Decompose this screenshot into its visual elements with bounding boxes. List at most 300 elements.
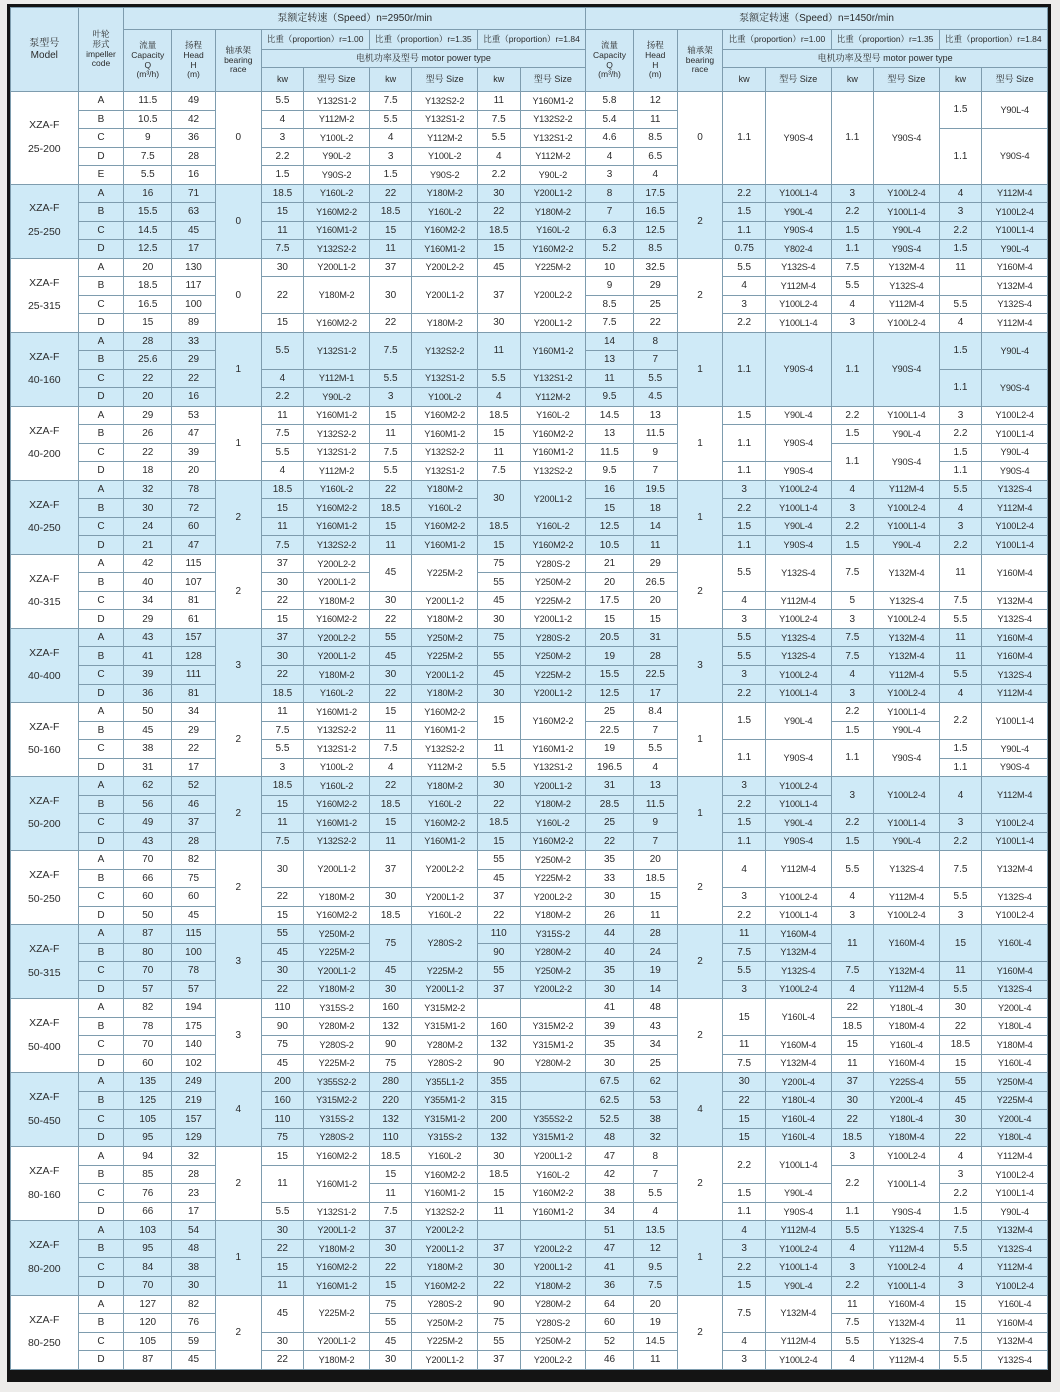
cell-kw: 1.5 [939,1202,982,1221]
cell-head: 9.5 [633,1258,677,1277]
cell-motor-size: Y180L-4 [766,1091,832,1110]
cell-kw: 200 [261,1073,304,1092]
cell-motor-size: Y180M-2 [412,777,478,796]
cell-motor-size: Y100L2-4 [982,1277,1048,1296]
cell-capacity: 127 [124,1295,172,1314]
cell-kw: 4 [831,980,874,999]
cell-motor-size: Y132M-4 [982,591,1048,610]
cell-capacity: 40 [586,943,634,962]
cell-motor-size: Y132S2-2 [412,443,478,462]
cell-motor-size: Y90L-4 [982,1202,1048,1221]
cell-kw: 7.5 [369,1202,412,1221]
cell-capacity: 14.5 [586,406,634,425]
cell-kw: 11 [369,721,412,740]
cell-head: 29 [633,277,677,296]
cell-motor-size: Y100L2-4 [874,610,940,629]
cell-kw: 22 [261,277,304,314]
cell-impeller-code: D [78,684,124,703]
cell-capacity: 10.5 [586,536,634,555]
cell-impeller-code: D [78,610,124,629]
cell-motor-size: Y225M-2 [412,554,478,591]
cell-kw: 45 [369,962,412,981]
cell-motor-size: Y160L-4 [982,1054,1048,1073]
cell-motor-size: Y160M1-2 [520,740,586,759]
cell-motor-size: Y280M-2 [304,1017,370,1036]
cell-motor-size: Y112M-4 [982,314,1048,333]
cell-kw: 2.2 [723,795,766,814]
cell-kw: 30 [261,258,304,277]
header-proportion-2: 比重（proportion）r=1.84 [477,30,585,50]
header-kw: kw [477,68,520,92]
cell-impeller-code: B [78,1314,124,1333]
cell-kw: 11 [261,1165,304,1202]
cell-head: 19 [633,962,677,981]
cell-bearing: 1 [677,1221,723,1295]
cell-kw: 75 [369,925,412,962]
cell-motor-size: Y355M1-2 [412,1091,478,1110]
cell-kw: 2.2 [939,703,982,740]
cell-impeller-code: A [78,1295,124,1314]
cell-kw: 3 [723,777,766,796]
cell-motor-size: Y160M1-2 [520,1202,586,1221]
cell-capacity: 15 [124,314,172,333]
cell-head: 11 [633,536,677,555]
cell-motor-size: Y90S-4 [874,740,940,777]
cell-kw: 1.1 [831,92,874,185]
cell-head: 100 [172,943,216,962]
cell-kw: 30 [261,851,304,888]
cell-head: 60 [172,517,216,536]
cell-motor-size: Y225M-2 [304,1295,370,1332]
cell-motor-size: Y132S2-2 [412,740,478,759]
cell-motor-size: Y90S-4 [766,740,832,777]
cell-impeller-code: D [78,1054,124,1073]
cell-kw: 15 [261,610,304,629]
cell-kw: 4 [831,888,874,907]
cell-kw: 45 [477,869,520,888]
cell-motor-size: Y160M1-2 [520,92,586,111]
cell-bearing: 0 [677,92,723,185]
cell-impeller-code: D [78,147,124,166]
cell-kw: 75 [369,1054,412,1073]
cell-motor-size: Y132S1-2 [412,369,478,388]
cell-kw: 1.1 [831,1202,874,1221]
cell-kw: 15 [477,703,520,740]
cell-kw: 15 [939,1054,982,1073]
cell-motor-size: Y112M-4 [982,1258,1048,1277]
cell-kw: 2.2 [261,147,304,166]
cell-kw: 22 [723,1091,766,1110]
cell-kw: 55 [477,647,520,666]
cell-motor-size: Y132S2-2 [304,240,370,259]
cell-head: 33 [172,332,216,351]
cell-kw: 55 [939,1073,982,1092]
cell-motor-size: Y100L1-4 [982,832,1048,851]
cell-impeller-code: C [78,1332,124,1351]
cell-head: 71 [172,184,216,203]
cell-kw: 75 [477,1314,520,1333]
cell-motor-size: Y90S-4 [874,92,940,185]
cell-motor-size: Y90L-4 [766,1277,832,1296]
cell-motor-size: Y132S-4 [874,1221,940,1240]
cell-impeller-code: C [78,443,124,462]
cell-kw: 110 [261,999,304,1018]
cell-motor-size: Y160M1-2 [304,221,370,240]
cell-capacity: 94 [124,1147,172,1166]
cell-motor-size: Y100L2-4 [874,777,940,814]
cell-kw: 11 [831,925,874,962]
cell-motor-size: Y160M1-2 [412,536,478,555]
cell-motor-size: Y280S-2 [412,925,478,962]
cell-kw: 3 [939,1277,982,1296]
cell-head: 19.5 [633,480,677,499]
cell-motor-size: Y100L2-4 [766,480,832,499]
cell-bearing: 1 [677,703,723,777]
cell-capacity: 8 [586,184,634,203]
cell-motor-size: Y160M2-2 [412,1165,478,1184]
cell-capacity: 35 [586,851,634,870]
cell-kw: 2.2 [723,1147,766,1184]
cell-motor-size: Y160M1-2 [412,1184,478,1203]
cell-motor-size: Y225M-2 [520,869,586,888]
cell-kw: 2.2 [831,517,874,536]
cell-motor-size: Y280S-2 [412,1054,478,1073]
header-kw: kw [723,68,766,92]
cell-kw: 15 [369,1165,412,1184]
cell-motor-size: Y100L2-4 [874,184,940,203]
cell-impeller-code: C [78,1184,124,1203]
cell-motor-size: Y90L-4 [766,814,832,833]
cell-motor-size: Y90L-4 [874,425,940,444]
cell-head: 17 [172,240,216,259]
cell-impeller-code: C [78,1110,124,1129]
cell-motor-size: Y112M-4 [766,1332,832,1351]
header-capacity: 流量 Capacity Q (m³/h) [586,30,634,92]
cell-capacity: 47 [586,1147,634,1166]
cell-capacity: 66 [124,869,172,888]
cell-capacity: 70 [124,1277,172,1296]
cell-kw: 18.5 [369,1147,412,1166]
cell-motor-size: Y200L1-2 [520,314,586,333]
cell-kw: 55 [477,573,520,592]
cell-motor-size: Y200L1-2 [520,610,586,629]
cell-motor-size: Y100L2-4 [982,906,1048,925]
cell-head: 78 [172,480,216,499]
cell-motor-size: Y355S2-2 [304,1073,370,1092]
header-motor-power-type: 电机功率及型号 motor power type [723,50,1048,68]
cell-capacity: 50 [124,703,172,722]
cell-head: 46 [172,795,216,814]
cell-impeller-code: C [78,295,124,314]
cell-kw: 30 [369,1239,412,1258]
cell-motor-size: Y225M-2 [520,258,586,277]
cell-motor-size: Y112M-4 [766,1221,832,1240]
cell-motor-size: Y180M-2 [412,684,478,703]
cell-kw: 4 [831,295,874,314]
cell-capacity: 105 [124,1110,172,1129]
cell-impeller-code: B [78,351,124,370]
cell-motor-size: Y132S2-2 [304,425,370,444]
cell-motor-size: Y112M-4 [982,684,1048,703]
cell-kw: 15 [477,832,520,851]
cell-kw: 11 [369,425,412,444]
cell-kw: 7.5 [831,258,874,277]
cell-kw: 45 [369,1332,412,1351]
cell-kw: 4 [477,147,520,166]
cell-motor-size: Y160L-4 [766,1128,832,1147]
cell-capacity: 41 [586,1258,634,1277]
cell-kw: 15 [477,240,520,259]
cell-kw: 30 [939,999,982,1018]
cell-head: 4 [633,758,677,777]
cell-kw: 22 [477,906,520,925]
cell-kw: 15 [477,425,520,444]
cell-head: 81 [172,684,216,703]
cell-motor-size: Y132S-4 [766,554,832,591]
cell-kw: 1.1 [723,221,766,240]
cell-motor-size: Y100L-2 [412,388,478,407]
cell-motor-size: Y160M2-2 [520,703,586,740]
cell-capacity: 80 [124,943,172,962]
cell-model: XZA-F 25-200 [11,92,79,185]
cell-kw: 3 [831,314,874,333]
cell-head: 29 [172,721,216,740]
cell-kw: 15 [261,1258,304,1277]
header-size: 型号 Size [982,68,1048,92]
cell-kw [939,277,982,296]
cell-motor-size: Y200L2-2 [520,888,586,907]
cell-motor-size: Y100L2-4 [982,517,1048,536]
cell-motor-size: Y160M2-2 [412,406,478,425]
cell-motor-size: Y160L-2 [304,184,370,203]
cell-kw: 4 [939,314,982,333]
cell-motor-size: Y100L2-4 [874,314,940,333]
cell-kw: 22 [369,777,412,796]
cell-motor-size: Y132S2-2 [412,332,478,369]
cell-bearing: 3 [215,999,261,1073]
cell-kw: 5.5 [261,1202,304,1221]
cell-motor-size: Y280S-2 [304,1036,370,1055]
cell-capacity: 22 [124,443,172,462]
cell-kw: 5 [831,591,874,610]
cell-motor-size: Y112M-4 [982,499,1048,518]
cell-model: XZA-F 50-160 [11,703,79,777]
cell-motor-size: Y200L2-2 [520,1351,586,1370]
cell-head: 18 [633,499,677,518]
cell-motor-size: Y180M-2 [304,980,370,999]
cell-motor-size: Y132S1-2 [304,740,370,759]
cell-motor-size: Y90S-4 [766,1202,832,1221]
cell-motor-size: Y160L-4 [766,1110,832,1129]
cell-capacity: 87 [124,925,172,944]
cell-kw: 5.5 [939,665,982,684]
cell-motor-size: Y180L-4 [874,1110,940,1129]
cell-kw: 5.5 [369,369,412,388]
cell-motor-size: Y160L-2 [412,203,478,222]
cell-impeller-code: D [78,1351,124,1370]
cell-motor-size: Y280S-2 [520,628,586,647]
cell-motor-size: Y100L1-4 [874,406,940,425]
cell-motor-size: Y160M2-2 [304,795,370,814]
cell-kw: 2.2 [723,184,766,203]
cell-kw: 1.1 [723,1202,766,1221]
cell-kw: 4 [369,129,412,148]
cell-motor-size: Y315S-2 [304,1110,370,1129]
cell-kw: 11 [369,1184,412,1203]
cell-motor-size: Y100L2-4 [766,980,832,999]
cell-head: 54 [172,1221,216,1240]
cell-kw: 1.1 [831,332,874,406]
cell-head: 111 [172,665,216,684]
cell-head: 100 [172,295,216,314]
cell-motor-size: Y160L-2 [412,906,478,925]
cell-kw: 15 [369,517,412,536]
cell-impeller-code: A [78,92,124,111]
cell-motor-size: Y100L2-4 [766,665,832,684]
cell-motor-size: Y180M-2 [412,610,478,629]
cell-motor-size: Y132M-4 [874,258,940,277]
cell-capacity: 19 [586,647,634,666]
cell-motor-size: Y90S-4 [766,462,832,481]
cell-motor-size: Y280S-2 [520,1314,586,1333]
cell-impeller-code: C [78,369,124,388]
cell-kw: 132 [477,1128,520,1147]
cell-impeller-code: C [78,962,124,981]
cell-motor-size: Y200L2-2 [520,1239,586,1258]
cell-capacity: 25 [586,703,634,722]
cell-kw: 11 [477,740,520,759]
cell-capacity: 60 [586,1314,634,1333]
cell-kw: 5.5 [939,610,982,629]
cell-head: 82 [172,851,216,870]
cell-model: XZA-F 50-400 [11,999,79,1073]
cell-bearing: 2 [677,554,723,628]
cell-motor-size: Y180M-2 [412,480,478,499]
cell-head: 75 [172,869,216,888]
cell-bearing: 1 [215,1221,261,1295]
cell-motor-size: Y160M1-2 [412,721,478,740]
cell-impeller-code: B [78,721,124,740]
cell-head: 31 [633,628,677,647]
cell-impeller-code: D [78,240,124,259]
header-head: 扬程 Head H (m) [633,30,677,92]
cell-kw: 3 [831,777,874,814]
cell-motor-size: Y315S-2 [520,925,586,944]
cell-capacity: 38 [586,1184,634,1203]
cell-motor-size: Y90S-2 [412,166,478,185]
cell-motor-size: Y132M-4 [982,851,1048,888]
cell-kw: 1.1 [723,425,766,462]
cell-motor-size: Y100L1-4 [874,1277,940,1296]
cell-motor-size: Y160M2-2 [520,425,586,444]
cell-impeller-code: B [78,1239,124,1258]
cell-motor-size: Y280M-2 [412,1036,478,1055]
cell-motor-size: Y100L1-4 [874,1165,940,1202]
cell-kw: 30 [369,665,412,684]
cell-head: 11.5 [633,795,677,814]
cell-capacity: 87 [124,1351,172,1370]
cell-impeller-code: C [78,517,124,536]
cell-kw: 18.5 [369,906,412,925]
cell-motor-size: Y132S1-2 [304,1202,370,1221]
cell-kw: 2.2 [939,1184,982,1203]
cell-kw: 1.1 [939,758,982,777]
cell-kw: 11 [939,1314,982,1333]
cell-motor-size: Y132S1-2 [520,369,586,388]
cell-kw: 18.5 [369,203,412,222]
cell-head: 45 [172,1351,216,1370]
cell-motor-size: Y280M-2 [520,943,586,962]
cell-motor-size: Y160M2-2 [304,1147,370,1166]
cell-motor-size: Y280M-2 [520,1295,586,1314]
cell-kw: 2.2 [723,499,766,518]
cell-kw: 5.5 [723,258,766,277]
cell-motor-size: Y132S2-2 [304,721,370,740]
cell-head: 28 [172,1165,216,1184]
cell-capacity: 45 [124,721,172,740]
cell-kw: 15 [261,1147,304,1166]
cell-capacity: 11.5 [586,443,634,462]
cell-motor-size: Y160M1-2 [520,332,586,369]
cell-kw: 15 [723,999,766,1036]
cell-head: 13.5 [633,1221,677,1240]
cell-motor-size: Y100L2-4 [766,295,832,314]
cell-head: 16 [172,388,216,407]
cell-capacity: 11 [586,369,634,388]
cell-motor-size: Y132S1-2 [304,332,370,369]
cell-kw: 4 [831,1351,874,1370]
cell-kw: 15 [831,1036,874,1055]
cell-bearing: 2 [677,851,723,925]
cell-kw: 90 [477,1295,520,1314]
cell-capacity: 70 [124,962,172,981]
cell-head: 128 [172,647,216,666]
cell-capacity: 17.5 [586,591,634,610]
cell-motor-size: Y200L2-2 [520,277,586,314]
cell-kw: 2.2 [831,703,874,722]
cell-motor-size: Y200L1-2 [412,888,478,907]
cell-head: 30 [172,1277,216,1296]
cell-kw: 11 [723,1036,766,1055]
cell-capacity: 5.5 [124,166,172,185]
cell-capacity: 25 [586,814,634,833]
cell-kw: 22 [261,980,304,999]
cell-capacity: 9.5 [586,462,634,481]
cell-kw: 1.5 [831,721,874,740]
cell-motor-size: Y90L-4 [982,240,1048,259]
cell-capacity: 42 [586,1165,634,1184]
cell-motor-size: Y100L2-4 [766,610,832,629]
cell-motor-size: Y132M-4 [766,1295,832,1332]
cell-motor-size: Y132S-4 [982,610,1048,629]
cell-kw: 3 [831,499,874,518]
cell-head: 7 [633,351,677,370]
cell-kw: 1.1 [831,443,874,480]
cell-capacity: 56 [124,795,172,814]
cell-head: 32.5 [633,258,677,277]
cell-bearing: 1 [677,480,723,554]
cell-motor-size: Y160M2-2 [412,1277,478,1296]
cell-head: 28 [172,147,216,166]
cell-capacity: 105 [124,1332,172,1351]
cell-motor-size: Y100L1-4 [766,795,832,814]
cell-head: 34 [633,1036,677,1055]
cell-bearing: 4 [215,1073,261,1147]
cell-kw: 1.5 [723,203,766,222]
cell-head: 34 [172,703,216,722]
header-bearing-race: 轴承架 bearing race [677,30,723,92]
cell-head: 78 [172,962,216,981]
